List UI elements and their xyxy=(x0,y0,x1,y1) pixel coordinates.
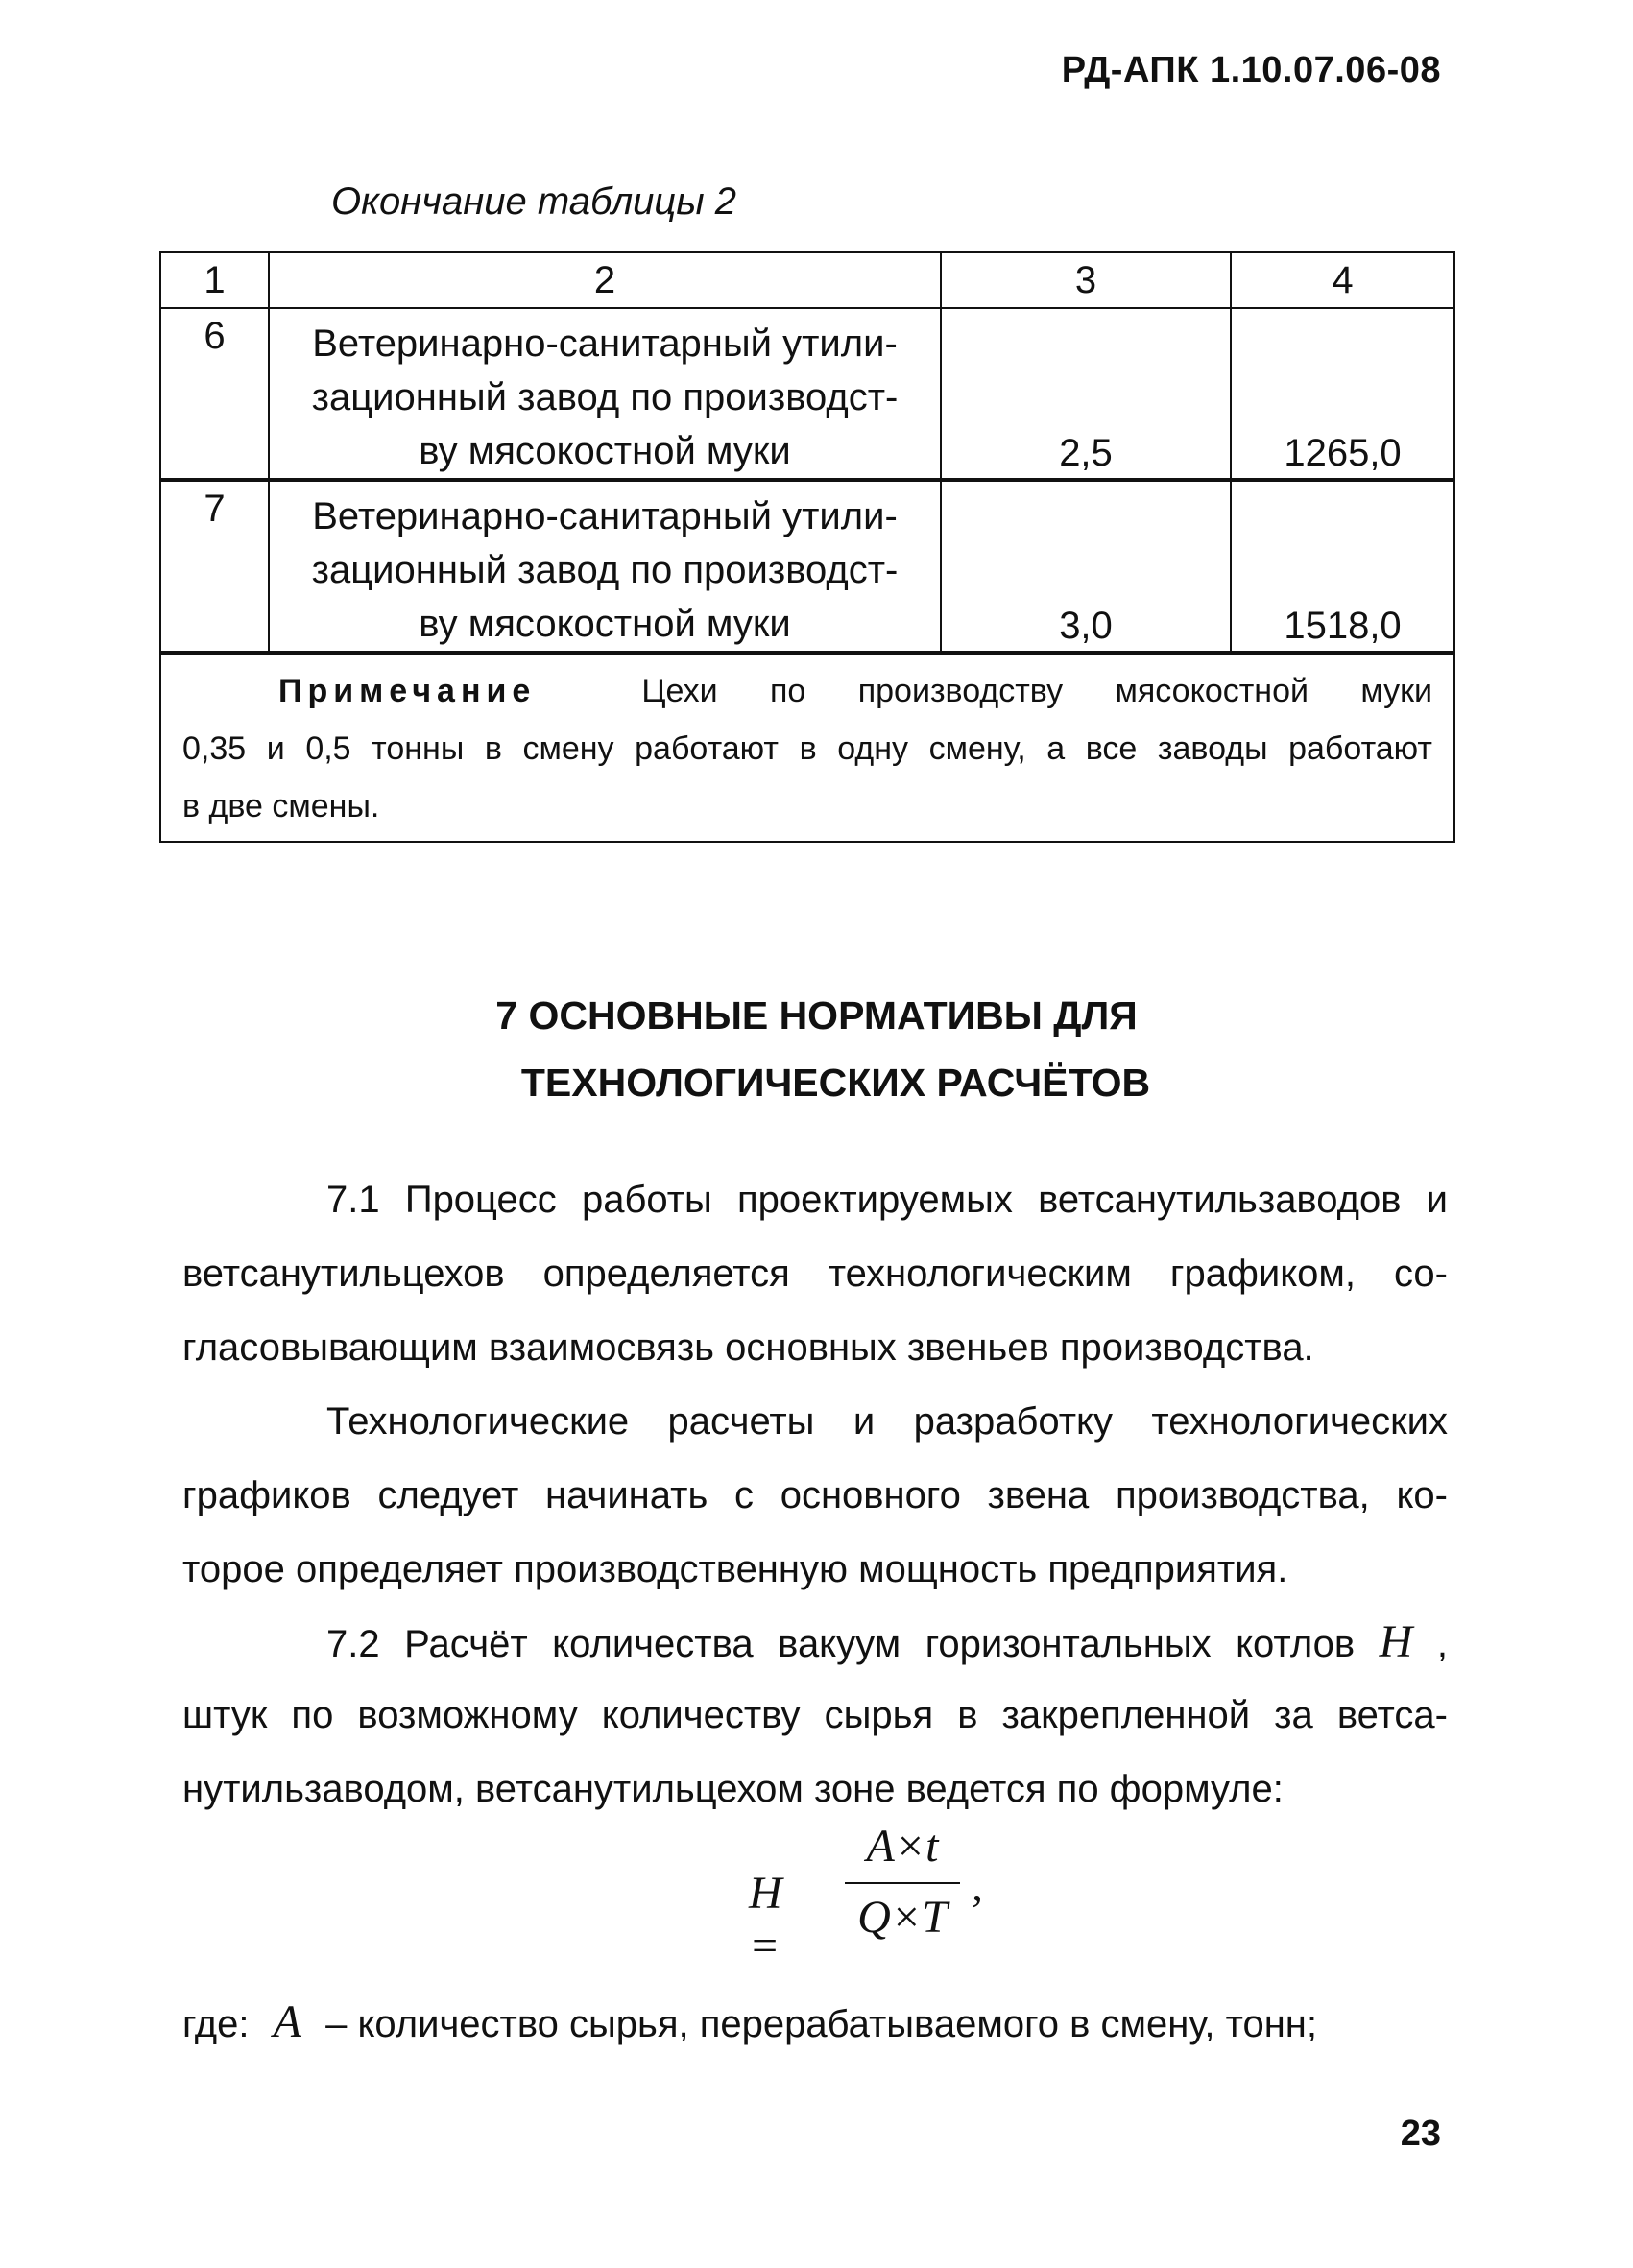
variable-a: A xyxy=(273,1996,301,2047)
row-name xyxy=(269,308,941,480)
paragraph-line: графиков следует начинать с основного звена производства, ко- xyxy=(182,1474,1448,1516)
column-header: 1 xyxy=(160,252,269,308)
row-name xyxy=(269,480,941,653)
page-number: 23 xyxy=(1400,2113,1441,2154)
note-label: Примечание xyxy=(278,673,537,709)
formula-comma: , xyxy=(972,1860,983,1911)
note-line: в две смены. xyxy=(182,788,380,824)
fraction-bar xyxy=(845,1882,960,1884)
row-name-line: Ветеринарно-санитарный утили- xyxy=(312,495,898,537)
table-header-row xyxy=(160,252,1454,308)
section-title-line2: ТЕХНОЛОГИЧЕСКИХ РАСЧЁТОВ xyxy=(520,1061,1151,1105)
paragraph-text: 7.2 Расчёт количества вакуум горизонтальных котлов xyxy=(326,1623,1356,1665)
table-note xyxy=(160,653,1454,842)
paragraph-line: гласовывающим взаимосвязь основных звеньев производства. xyxy=(182,1326,1314,1369)
where-text: – количество сырья, перерабатываемого в смену, тонн; xyxy=(325,2003,1317,2045)
formula-fraction xyxy=(845,1819,960,1946)
paragraph-line: штук по возможному количеству сырья в закрепленной за ветса- xyxy=(182,1694,1448,1736)
paragraph-text: , xyxy=(1436,1623,1448,1665)
table-row xyxy=(160,480,1454,653)
table-note-row xyxy=(160,653,1454,842)
column-header: 3 xyxy=(941,252,1231,308)
row-value-col3: 3,0 xyxy=(941,480,1231,653)
column-header: 4 xyxy=(1231,252,1454,308)
paragraph-line: ветсанутильцехов определяется технологическим графиком, со- xyxy=(182,1253,1448,1295)
paragraph-line: 7.1 Процесс работы проектируемых ветсанутильзаводов и xyxy=(326,1179,1448,1221)
formula-lhs: H = xyxy=(749,1868,782,1971)
where-prefix: где: xyxy=(182,2003,250,2045)
section-title-line1: 7 ОСНОВНЫЕ НОРМАТИВЫ ДЛЯ xyxy=(495,993,1138,1038)
formula-numerator: A×t xyxy=(866,1821,939,1872)
row-value-col3: 2,5 xyxy=(941,308,1231,480)
table-row xyxy=(160,308,1454,480)
formula-denominator: Q×T xyxy=(857,1892,948,1943)
paragraph-line xyxy=(182,1605,1448,1679)
column-header: 2 xyxy=(269,252,941,308)
row-name-line: ву мясокостной муки xyxy=(419,603,791,645)
where-definition xyxy=(182,1993,1317,2053)
row-number: 7 xyxy=(160,480,269,653)
note-line: 0,35 и 0,5 тонны в смену работают в одну смену, а все заводы работают xyxy=(182,730,1432,767)
paragraph-line: торое определяет производственную мощность предприятия. xyxy=(182,1548,1288,1590)
row-number: 6 xyxy=(160,308,269,480)
note-line: Цехи по производству мясокостной муки xyxy=(641,673,1432,709)
document-code: РД-АПК 1.10.07.06-08 xyxy=(1061,50,1441,90)
paragraph-7-2 xyxy=(182,1605,1448,1826)
paragraph-line: нутильзаводом, ветсанутильцехом зоне ведется по формуле: xyxy=(182,1768,1284,1810)
paragraph-7-1 xyxy=(182,1163,1448,1385)
row-name-line: зационный завод по производст- xyxy=(311,376,899,418)
row-name-line: Ветеринарно-санитарный утили- xyxy=(312,322,898,365)
paragraph-tech-calc xyxy=(182,1385,1448,1607)
variable-h: H xyxy=(1379,1616,1413,1667)
row-name-line: зационный завод по производст- xyxy=(311,549,899,591)
paragraph-line: Технологические расчеты и разработку технологических xyxy=(326,1400,1448,1443)
table-caption: Окончание таблицы 2 xyxy=(331,180,737,223)
row-value-col4: 1265,0 xyxy=(1231,308,1454,480)
row-value-col4: 1518,0 xyxy=(1231,480,1454,653)
row-name-line: ву мясокостной муки xyxy=(419,430,791,472)
data-table xyxy=(159,251,1455,843)
